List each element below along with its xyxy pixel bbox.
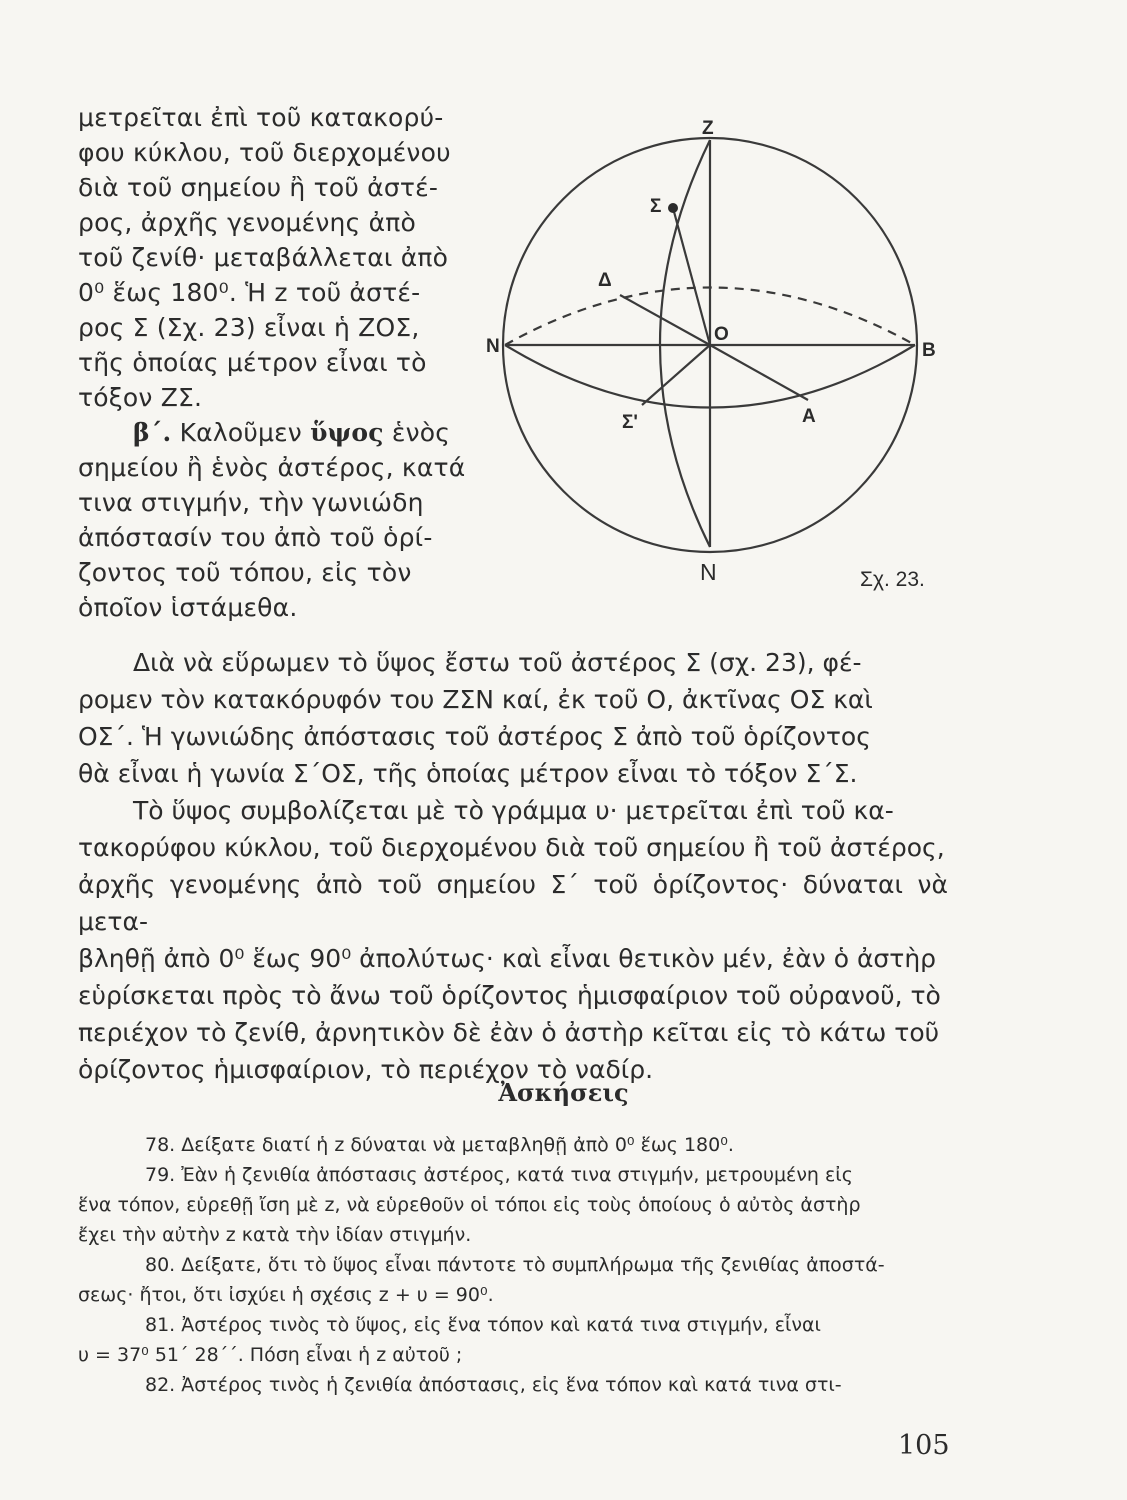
celestial-sphere-figure <box>470 100 950 610</box>
exercises-list <box>78 1130 948 1400</box>
line-to-alpha <box>710 345 808 400</box>
text-line: τοῦ ζενίθ· μεταβάλλεται ἀπὸ <box>78 243 449 272</box>
exercise-line: 78. Δείξατε διατί ἡ z δύναται νὰ μεταβληθῇ ἀπὸ 0⁰ ἕως 180⁰. <box>145 1134 734 1156</box>
label-nadir: N <box>700 559 717 585</box>
label-zenith: Z <box>702 118 714 139</box>
text-line: φου κύκλου, τοῦ διερχομένου <box>78 138 451 167</box>
text-fragment: Καλοῦμεν <box>179 418 302 447</box>
text-line: σημείου ἢ ἑνὸς ἀστέρος, κατά <box>78 453 466 482</box>
star-point <box>668 203 678 213</box>
text-line: εὑρίσκεται πρὸς τὸ ἄνω τοῦ ὁρίζοντος ἡμισφαίριον τοῦ οὐρανοῦ, τὸ <box>78 981 941 1010</box>
text-line: ρομεν τὸν κατακόρυφόν του ΖΣΝ καί, ἐκ τοῦ Ο, ἀκτῖνας ΟΣ καὶ <box>78 685 873 714</box>
body-text <box>78 644 948 1088</box>
section-title: Ἀσκήσεις <box>498 1078 629 1107</box>
text-line: τῆς ὁποίας μέτρον εἶναι τὸ <box>78 348 427 377</box>
text-line: μετρεῖται ἐπὶ τοῦ κατακορύ- <box>78 103 444 132</box>
label-alpha: A <box>802 406 816 427</box>
text-line: ζοντος τοῦ τόπου, εἰς τὸν <box>78 558 412 587</box>
label-north: N <box>486 336 500 357</box>
label-star-projection: Σ' <box>622 412 638 433</box>
vertical-circle-arc <box>660 140 710 547</box>
text-line: βληθῇ ἀπὸ 0⁰ ἕως 90⁰ ἀπολύτως· καὶ εἶναι θετικὸν μέν, ἐὰν ὁ ἀστὴρ <box>78 944 937 973</box>
text-line: ρος, ἀρχῆς γενομένης ἀπὸ <box>78 208 417 237</box>
defined-term: ὕψος <box>310 418 384 447</box>
label-delta: Δ <box>598 270 612 291</box>
sphere-diagram <box>470 100 950 610</box>
exercise-line: υ = 37⁰ 51΄ 28΄΄. Πόση εἶναι ἡ z αὐτοῦ ; <box>78 1344 463 1366</box>
text-line: ὁρίζοντος ἡμισφαίριον, τὸ περιέχον τὸ ναδίρ. <box>78 1055 654 1084</box>
exercise-line: ἔχει τὴν αὐτὴν z κατὰ τὴν ἰδίαν στιγμήν. <box>78 1224 472 1246</box>
exercise-line: 81. Ἀστέρος τινὸς τὸ ὕψος, εἰς ἕνα τόπον καὶ κατά τινα στιγμήν, εἶναι <box>145 1314 821 1336</box>
text-line: τακορύφου κύκλου, τοῦ διερχομένου διὰ τοῦ σημείου ἢ τοῦ ἀστέρος, <box>78 833 945 862</box>
label-center: O <box>714 324 729 345</box>
label-star: Σ <box>650 196 662 217</box>
radius-to-star-projection <box>642 345 710 405</box>
text-line: ρος Σ (Σχ. 23) εἶναι ἡ ΖΟΣ, <box>78 313 420 342</box>
text-line: ἀρχῆς γενομένης ἀπὸ τοῦ σημείου Σ΄ τοῦ ὁρίζοντος· δύναται νὰ μετα- <box>78 870 948 936</box>
figure-caption: Σχ. 23. <box>860 568 925 591</box>
text-line: διὰ τοῦ σημείου ἢ τοῦ ἀστέ- <box>78 173 439 202</box>
text-line: θὰ εἶναι ἡ γωνία Σ΄ΟΣ, τῆς ὁποίας μέτρον εἶναι τὸ τόξον Σ΄Σ. <box>78 759 858 788</box>
text-line: τόξον ΖΣ. <box>78 383 203 412</box>
left-column-text <box>78 100 468 625</box>
exercise-line: ἕνα τόπον, εὑρεθῇ ἴση μὲ z, νὰ εὑρεθοῦν οἱ τόποι εἰς τοὺς ὁποίους ὁ αὐτὸς ἀστὴρ <box>78 1194 861 1216</box>
label-east: B <box>922 340 936 361</box>
section-marker: β΄. <box>133 418 172 447</box>
text-line: τινα στιγμήν, τὴν γωνιώδη <box>78 488 424 517</box>
text-line: Διὰ νὰ εὕρωμεν τὸ ὕψος ἔστω τοῦ ἀστέρος Σ (σχ. 23), φέ- <box>133 648 862 677</box>
text-fragment: ἑνὸς <box>391 418 451 447</box>
line-to-delta <box>620 295 710 345</box>
text-line: ΟΣ΄. Ἡ γωνιώδης ἀπόστασις τοῦ ἀστέρος Σ ἀπὸ τοῦ ὁρίζοντος <box>78 722 871 751</box>
exercise-line: 80. Δείξατε, ὅτι τὸ ὕψος εἶναι πάντοτε τὸ συμπλήρωμα τῆς ζενιθίας ἀποστά- <box>145 1254 885 1276</box>
text-line: Τὸ ὕψος συμβολίζεται μὲ τὸ γράμμα υ· μετρεῖται ἐπὶ τοῦ κα- <box>133 796 894 825</box>
page-number: 105 <box>898 1430 950 1461</box>
beta-definition-line <box>78 415 468 450</box>
exercise-line: 82. Ἀστέρος τινὸς ἡ ζενιθία ἀπόστασις, εἰς ἕνα τόπον καὶ κατά τινα στι- <box>145 1374 842 1396</box>
text-line: ἀπόστασίν του ἀπὸ τοῦ ὁρί- <box>78 523 433 552</box>
radius-to-star <box>673 208 710 345</box>
text-line: περιέχον τὸ ζενίθ, ἀρνητικὸν δὲ ἐὰν ὁ ἀστὴρ κεῖται εἰς τὸ κάτω τοῦ <box>78 1018 940 1047</box>
text-line: 0⁰ ἕως 180⁰. Ἡ z τοῦ ἀστέ- <box>78 278 421 307</box>
exercise-line: σεως· ἤτοι, ὅτι ἰσχύει ἡ σχέσις z + υ = 90⁰. <box>78 1284 494 1306</box>
text-line: ὁποῖον ἱστάμεθα. <box>78 593 298 622</box>
exercise-line: 79. Ἐὰν ἡ ζενιθία ἀπόστασις ἀστέρος, κατά τινα στιγμήν, μετρουμένη εἰς <box>145 1164 853 1186</box>
